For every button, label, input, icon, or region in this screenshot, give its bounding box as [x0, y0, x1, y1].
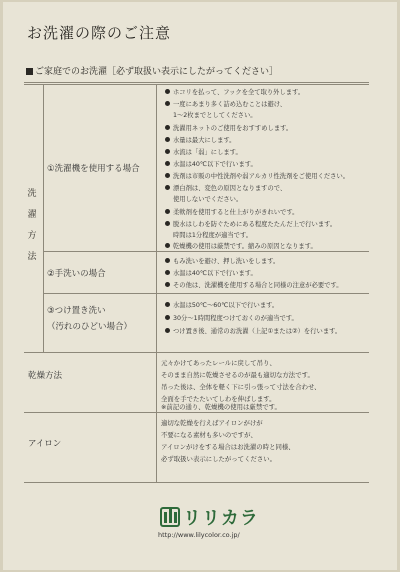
washing-method-label: 洗 濯 方 法: [27, 189, 37, 262]
list-item: 水流は「弱」にします。: [165, 149, 242, 156]
list-item: 水温は40℃以下で行います。: [165, 270, 257, 277]
drying-line: そのまま自然に乾燥させるのが最も適切な方法です。: [161, 371, 314, 379]
lily-logo-icon: [160, 507, 180, 527]
ironing-line: アイロンがけをする場合はお洗濯の時と同様、: [161, 443, 295, 451]
list-item: 柔軟剤を使用すると仕上がりがきれいです。: [165, 209, 298, 216]
table-top-rule: [24, 82, 369, 83]
list-item: 漂白剤は、変色の原因となりますので、: [165, 185, 286, 192]
row-label-ironing: アイロン: [28, 439, 62, 449]
list-item-continuation: 時間は1分程度が適当です。: [173, 232, 253, 239]
bullet-icon: [165, 185, 170, 190]
ironing-line: 不要になる素材も多いのですが、: [161, 431, 257, 439]
section-heading: [26, 64, 278, 77]
list-item: その他は、洗濯機を使用する場合と同様の注意が必要です。: [165, 282, 343, 289]
drying-line: 全面を手でたたいてしわを伸ばします。: [161, 395, 276, 403]
bullet-icon: [165, 243, 170, 248]
row-label-soak-sub: （汚れのひどい場合）: [47, 322, 133, 332]
table-column-divider: [156, 84, 157, 482]
bullet-icon: [165, 173, 170, 178]
bullet-icon: [165, 315, 170, 320]
row-label-soak: ③つけ置き洗い: [47, 306, 106, 316]
drying-line: 元々かけてあったレールに戻して吊り、: [161, 359, 276, 367]
list-item: もみ洗いを避け、押し洗いをします。: [165, 258, 279, 265]
bullet-icon: [165, 328, 170, 333]
bullet-icon: [165, 258, 170, 263]
list-item-continuation: 使用しないでください。: [173, 196, 243, 203]
drying-line: 吊った後は、全体を軽く下に引っ張って寸法を合わせ、: [161, 383, 321, 391]
row-label-drying: 乾燥方法: [28, 371, 63, 381]
brand-url: http://www.lilycolor.co.jp/: [158, 531, 240, 539]
brand-name: リリカラ: [183, 508, 259, 529]
row-divider: [44, 251, 369, 252]
bullet-icon: [165, 221, 170, 226]
bullet-icon: [165, 125, 170, 130]
row-label-hand: ②手洗いの場合: [47, 269, 106, 279]
square-bullet-icon: [26, 68, 33, 75]
list-item: ホコリを払って、フックを全て取り外します。: [165, 89, 304, 96]
side-column-divider: [43, 84, 44, 352]
bullet-icon: [165, 149, 170, 154]
bullet-icon: [165, 89, 170, 94]
list-item: 一度にあまり多く詰め込むことは避け、: [165, 101, 286, 108]
bullet-icon: [165, 101, 170, 106]
list-item: 水温は40℃以下で行います。: [165, 161, 257, 168]
list-item: 水量は最大にします。: [165, 137, 235, 144]
bullet-icon: [165, 302, 170, 307]
drying-line: ※前記の通り、乾燥機の使用は厳禁です。: [161, 403, 281, 411]
bullet-icon: [165, 270, 170, 275]
bullet-icon: [165, 137, 170, 142]
bullet-icon: [165, 209, 170, 214]
list-item-continuation: 1～2枚までとしてください。: [173, 112, 257, 119]
row-divider: [24, 352, 369, 353]
list-item: 洗剤は市販の中性洗剤や弱アルカリ性洗剤をご使用ください。: [165, 173, 349, 180]
ironing-line: 適切な乾燥を行えばアイロンがけが: [161, 419, 263, 427]
brand-logo: [160, 504, 259, 530]
section-heading-text: ご家庭でのお洗濯［必ず取扱い表示にしたがってください］: [35, 67, 279, 77]
table-bottom-rule: [24, 482, 369, 483]
page-title: お洗濯の際のご注意: [27, 24, 172, 42]
list-item: 脱水はしわを防ぐためにある程度たたんだ上で行います。: [165, 221, 336, 228]
list-item: 乾燥機の使用は厳禁です。縮みの原因となります。: [165, 243, 317, 250]
bullet-icon: [165, 282, 170, 287]
ironing-line: 必ず取扱い表示にしたがってください。: [161, 455, 277, 463]
list-item: つけ置き後、通常のお洗濯（上記①または②）を行います。: [165, 328, 341, 335]
list-item: 30分～1時間程度つけておくのが適当です。: [165, 315, 298, 322]
list-item: 水温は50℃～60℃以下で行います。: [165, 302, 278, 309]
row-label-machine: ①洗濯機を使用する場合: [47, 164, 140, 174]
table-top-rule-double: [24, 84, 369, 85]
list-item: 洗濯用ネットのご使用をおすすめします。: [165, 125, 292, 132]
row-divider: [24, 412, 369, 413]
bullet-icon: [165, 161, 170, 166]
row-divider: [44, 293, 369, 294]
